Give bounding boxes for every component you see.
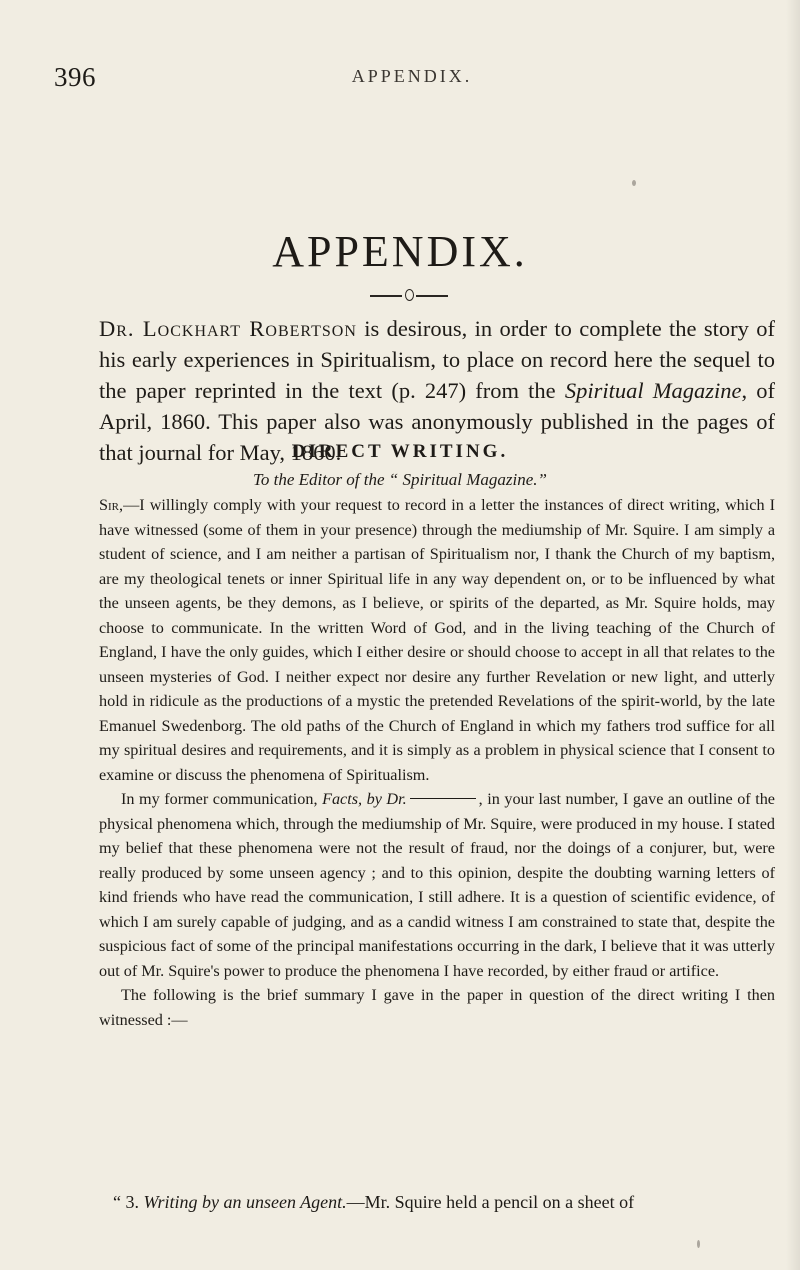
quoted-item-3 — [113, 1190, 775, 1214]
letter-body — [99, 493, 775, 1032]
letter-paragraph-1-text: —I willingly comply with your request to record in a letter the instances of direct writing, which I have witnessed (some of them in your presence) through the mediumship of Mr. Squire. I am simply a student of science, and I am neither a partisan of Spiritualism nor, I thank the Church of my baptism, are my theological tenets or inner Spiritual life in any way dependent on, or to be influenced by what the unseen agents, be they demons, as I believe, or spirits of the departed, as Mr. Squire holds, may choose to communicate. In the written Word of God, and in the living teaching of the Church of England, I have the only guides, which I either desire or should choose to accept in all that relates to the unseen mysteries of God. I neither expect nor desire any further Revelation or new light, and utterly hold in ridicule as the productions of a mystic the pretended Revelations of the spirit-world, by the late Emanuel Swedenborg. The old paths of the Church of England in which my fathers trod suffice for all my spiritual desires and requirements, and it is simply as a problem in physical science that I consent to examine or discuss the phenomena of Spiritualism. — [99, 496, 775, 784]
ornament-rule-right — [416, 295, 448, 297]
page-number: 396 — [54, 62, 96, 92]
name-blank-rule — [410, 798, 476, 799]
running-title: APPENDIX. — [351, 66, 473, 86]
quoted-item-prefix: “ 3. — [113, 1192, 144, 1212]
letter-paragraph-3-text: The following is the brief summary I gave in the paper in question of the direct writing I then witnessed :— — [99, 986, 775, 1029]
ink-speck — [697, 1240, 700, 1248]
intro-author-name: Lockhart Robertson — [142, 316, 357, 341]
ornament-rule-left — [370, 295, 402, 297]
letter-paragraph-3 — [99, 983, 775, 1032]
intro-magazine-title: Spiritual Magazine — [564, 378, 742, 403]
page-edge-shadow — [786, 0, 800, 1270]
letter-paragraph-1 — [99, 493, 775, 787]
page-title: APPENDIX. — [272, 227, 528, 277]
letter-paragraph-2-rest: , in your last number, I gave an outline of the physical phenomena which, through the mediumship of Mr. Squire, were produced in my house. I stated my belief that these phenomena were not the result of fraud, nor the doings of a conjurer, but, were really produced by some unseen agency ; and to this opinion, despite the doubting warning letters of kind friends who have read the communication, I still adhere. It is a question of scientific evidence, of which I am surely capable of judging, and as a candid witness I am constrained to state that, despite the suspicious fact of some of the principal manifestations occurring in the dark, I believe that it was utterly out of Mr. Squire's power to produce the phenomena I have recorded, by either fraud or artifice. — [99, 790, 775, 980]
intro-text-2: , of April, 1860. This paper also was anonymously published in the pages of that journal for May, 1860. — [99, 378, 775, 465]
running-head — [54, 62, 770, 96]
letter-paragraph-2 — [99, 787, 775, 983]
intro-author-prefix: Dr. — [99, 316, 143, 341]
ornament-circle — [405, 289, 414, 301]
title-ornament — [370, 289, 448, 303]
quoted-item-text: —Mr. Squire held a pencil on a sheet of — [346, 1192, 635, 1212]
letter-paragraph-2-start: In my former communication, — [121, 790, 323, 808]
letter-facts-title: Facts, by Dr. — [322, 790, 407, 808]
letter-salutation: Sir, — [99, 496, 124, 514]
quoted-item-heading: Writing by an unseen Agent. — [143, 1192, 347, 1212]
intro-text-1: is desirous, in order to complete the story of his early experiences in Spiritualism, to place on record here the sequel to the paper reprinted in the text (p. 247) from the — [99, 316, 776, 403]
section-heading: DIRECT WRITING. — [291, 441, 509, 462]
dedication-line: To the Editor of the “ Spiritual Magazine.” — [252, 470, 548, 489]
ink-speck — [632, 180, 636, 186]
